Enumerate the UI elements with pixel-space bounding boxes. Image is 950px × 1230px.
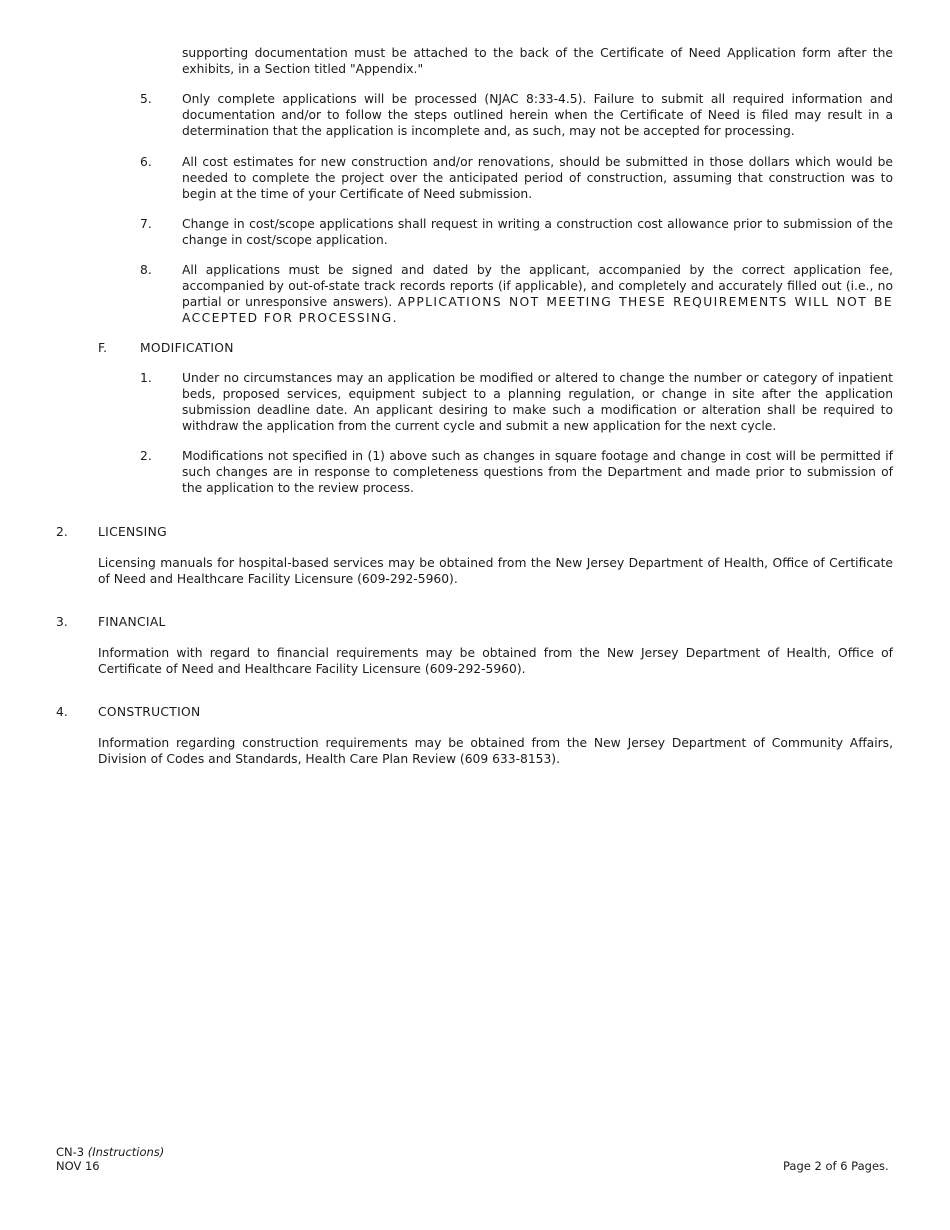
section-title: FINANCIAL (98, 615, 166, 629)
section-title: CONSTRUCTION (98, 705, 201, 719)
section-number: 3. (56, 615, 68, 629)
form-id: CN-3 (56, 1145, 85, 1159)
item-text: Modifications not specified in (1) above such as changes in square footage and change in cost will be permitted if such changes are in response to completeness questions from the Department and made prior to submission of the application to the review process. (182, 449, 893, 495)
footer-date: NOV 16 (56, 1159, 100, 1173)
item-number: 6. (140, 155, 152, 169)
item-number: 7. (140, 217, 152, 231)
section-number: 2. (56, 525, 68, 539)
footer-page-number: Page 2 of 6 Pages. (783, 1159, 889, 1173)
item-text: Change in cost/scope applications shall request in writing a construction cost allowance prior to submission of the change in cost/scope application. (182, 217, 893, 247)
item-text (182, 262, 893, 326)
section-text: Licensing manuals for hospital-based services may be obtained from the New Jersey Department of Health, Office of Certificate of Need and Healthcare Facility Licensure (609-292-5960). (98, 556, 893, 586)
item-number: 8. (140, 263, 152, 277)
form-note: (Instructions) (87, 1145, 165, 1159)
item-text: Only complete applications will be processed (NJAC 8:33-4.5). Failure to submit all required information and documentation and/or to follow the steps outlined herein when the Certificate of Need is filed may result in a determination that the application is incomplete and, as such, may not be accepted for processing. (182, 92, 893, 138)
item-text: All cost estimates for new construction and/or renovations, should be submitted in those dollars which would be needed to complete the project over the anticipated period of construction, assuming that construction was to begin at the time of your Certificate of Need submission. (182, 155, 893, 201)
item-number: 5. (140, 92, 152, 106)
item-number: 1. (140, 371, 152, 385)
section-text: Information regarding construction requirements may be obtained from the New Jersey Department of Community Affairs, Division of Codes and Standards, Health Care Plan Review (609 633-8153). (98, 736, 893, 766)
section-letter: F. (98, 341, 108, 355)
intro-paragraph: supporting documentation must be attached to the back of the Certificate of Need Application form after the exhibits, in a Section titled "Appendix." (182, 46, 893, 76)
footer-form-id (56, 1145, 164, 1159)
section-number: 4. (56, 705, 68, 719)
item-number: 2. (140, 449, 152, 463)
item-text-body: All applications must be signed and dated by the applicant, accompanied by the correct application fee, accompanied by out-of-state track records reports (if applicable), and completely and accurately filled out (i.e., no partial or unresponsive answers). (182, 263, 893, 309)
item-text: Under no circumstances may an application be modified or altered to change the number or category of inpatient beds, proposed services, equipment subject to a planning regulation, or change in site after the application submission deadline date. An applicant desiring to make such a modification or alteration shall be required to withdraw the application from the current cycle and submit a new application for the next cycle. (182, 371, 893, 433)
section-title: LICENSING (98, 525, 167, 539)
section-text: Information with regard to financial requirements may be obtained from the New Jersey Department of Health, Office of Certificate of Need and Healthcare Facility Licensure (609-292-5960). (98, 646, 893, 676)
item-text-caps: APPLICATIONS NOT MEETING THESE REQUIREMENTS WILL NOT BE ACCEPTED FOR PROCESSING. (182, 295, 893, 325)
section-title: MODIFICATION (140, 341, 234, 355)
